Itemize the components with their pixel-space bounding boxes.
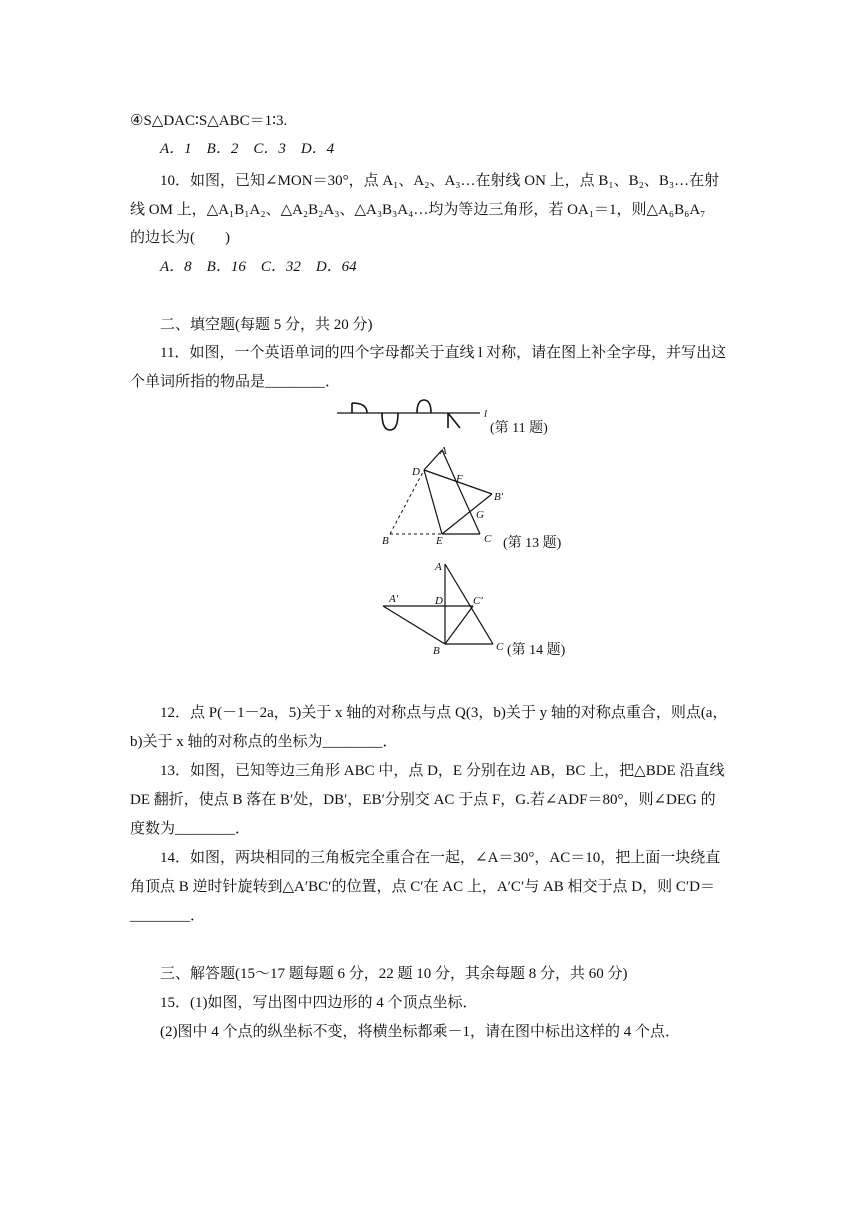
fig13-label-F: F <box>456 473 463 485</box>
q13-line1: 13．如图，已知等边三角形 ABC 中，点 D，E 分别在边 AB，BC 上，把△BDE 沿直线 <box>160 763 725 779</box>
fig14-label-D: D <box>435 595 443 607</box>
section-2-heading: 二、填空题(每题 5 分，共 20 分) <box>160 317 373 333</box>
fig14-label-Aprime: A′ <box>389 593 399 605</box>
fig13-label-G: G <box>476 509 484 521</box>
fig13-label-A: A <box>440 445 447 457</box>
line-l-label: l <box>484 408 488 420</box>
fig13-label-E: E <box>436 535 443 547</box>
q13-line2: DE 翻折，使点 B 落在 B′处，DB′，EB′分别交 AC 于点 F，G.若∠ADF＝80°，则∠DEG 的 <box>130 792 716 808</box>
fig14-label-Cprime: C′ <box>473 595 483 607</box>
q15-line1: 15．(1)如图，写出图中四边形的 4 个顶点坐标． <box>160 995 478 1011</box>
section-3-heading: 三、解答题(15～17 题每题 6 分，22 题 10 分，其余每题 8 分，共 60 分) <box>160 966 628 982</box>
fig13-label-B: B <box>382 535 389 547</box>
q9-statement-4: ④S△DAC∶S△ABC＝1∶3. <box>130 113 288 129</box>
fig14-label-C: C <box>496 641 504 653</box>
q15-line2: (2)图中 4 个点的纵坐标不变，将横坐标都乘－1，请在图中标出这样的 4 个点． <box>160 1024 680 1040</box>
figure-11-word-symmetry <box>335 398 495 438</box>
figure-14-caption: (第 14 题) <box>507 643 566 658</box>
q9-options: A．1 B．2 C．3 D．4 <box>160 141 335 157</box>
figure-11-caption: (第 11 题) <box>490 421 548 436</box>
figure-13-folded-triangle <box>372 440 512 548</box>
fig13-label-Bprime: B′ <box>494 491 504 503</box>
figure-14-rotated-triangles <box>375 558 510 658</box>
q10-line3: 的边长为( ) <box>130 230 230 246</box>
q12-line2: b)关于 x 轴的对称点的坐标为________． <box>130 734 398 750</box>
fig13-label-D: D <box>412 466 420 478</box>
figure-13-caption: (第 13 题) <box>503 536 562 551</box>
fig14-label-A: A <box>435 561 442 573</box>
fig13-label-C: C <box>484 533 492 545</box>
fig14-label-B: B <box>433 645 440 657</box>
q14-line2: 角顶点 B 逆时针旋转到△A′BC′的位置，点 C′在 AC 上，A′C′与 AB 相交于点 D，则 C′D＝ <box>130 879 716 895</box>
q14-line3: ________． <box>130 908 206 924</box>
q10-options: A．8 B．16 C．32 D．64 <box>160 259 357 275</box>
q11-line2: 个单词所指的物品是________． <box>130 374 341 390</box>
q10-line2: 线 OM 上，△A₁B₁A₂、△A₂B₂A₃、△A₃B₃A₄…均为等边三角形，若 OA₁＝1，则△A₆B₆A₇ <box>130 202 706 218</box>
q14-line1: 14．如图，两块相同的三角板完全重合在一起，∠A＝30°，AC＝10，把上面一块绕直 <box>160 850 721 866</box>
q12-line1: 12．点 P(－1－2a，5)关于 x 轴的对称点与点 Q(3，b)关于 y 轴的对称点重合，则点(a， <box>160 705 728 721</box>
q10-line1: 10．如图，已知∠MON＝30°，点 A₁、A₂、A₃…在射线 ON 上，点 B₁、B₂、B₃…在射 <box>160 173 720 189</box>
q11-line1: 11．如图，一个英语单词的四个字母都关于直线 l 对称，请在图上补全字母，并写出这 <box>160 345 727 361</box>
q13-line3: 度数为________． <box>130 821 251 837</box>
